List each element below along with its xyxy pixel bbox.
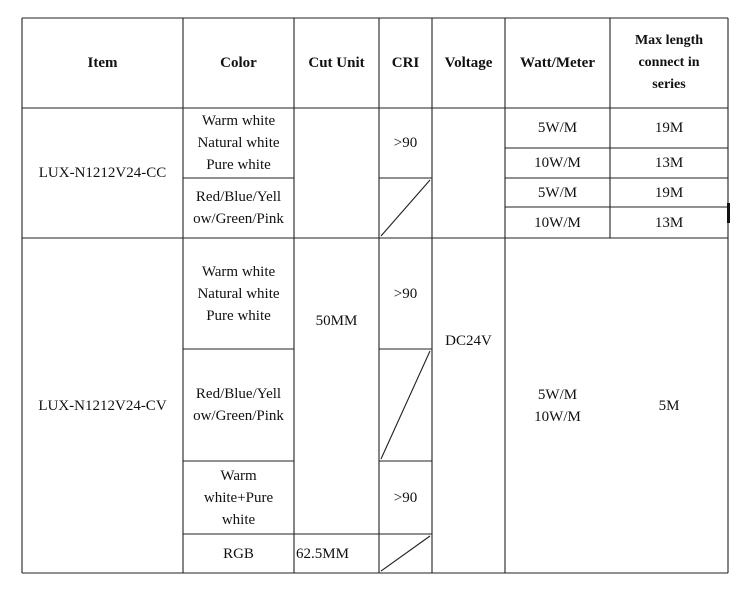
color-line: Warm white [201, 263, 276, 280]
header-item [22, 18, 183, 108]
cri-cv-white [379, 238, 432, 349]
header-watt-meter-label: Watt/Meter [520, 55, 595, 71]
watt-value: 5W/M [537, 184, 578, 201]
header-cut-unit-label: Cut Unit [308, 55, 365, 71]
length-value: 13M [654, 214, 684, 231]
color-cc-rgbycp [183, 178, 294, 238]
voltage-value: DC24V [445, 332, 492, 349]
watt-value: 5W/M [537, 386, 578, 403]
watt-cc-4 [505, 207, 610, 238]
cut-unit-value: 50MM [315, 313, 358, 329]
header-max-length-line1: Max length [634, 33, 704, 48]
color-line: Natural white [197, 285, 280, 302]
item-cc-label: LUX-N1212V24-CC [38, 165, 167, 181]
header-color [183, 18, 294, 108]
cri-value: >90 [393, 285, 418, 302]
color-line: Red/Blue/Yell [195, 386, 282, 402]
watt-value: 5W/M [537, 120, 578, 136]
header-item-label: Item [87, 55, 118, 71]
header-voltage-label: Voltage [444, 55, 493, 71]
watt-value: 10W/M [534, 214, 581, 231]
watt-cc-1 [505, 108, 610, 148]
color-line: Warm white [201, 113, 276, 129]
cri-na-slash-rgb [381, 536, 430, 571]
cri-na-slash-cv [381, 351, 430, 459]
color-line: white+Pure [203, 489, 274, 506]
color-line: Pure white [206, 157, 271, 173]
header-cri [379, 18, 432, 108]
item-cv-label: LUX-N1212V24-CV [38, 397, 167, 414]
len-cv [610, 238, 728, 573]
color-cv-white [183, 238, 294, 349]
cri-na-slash-cc [381, 180, 430, 236]
header-watt-meter [505, 18, 610, 108]
item-cv [22, 238, 183, 573]
color-line: white [221, 511, 256, 528]
color-line: ow/Green/Pink [193, 408, 284, 424]
header-max-length-line3: series [652, 77, 686, 92]
header-voltage [432, 18, 505, 108]
color-line: RGB [223, 545, 254, 562]
color-line: Natural white [197, 135, 280, 151]
watt-cc-2 [505, 148, 610, 178]
watt-value: 10W/M [534, 155, 581, 171]
color-line: Pure white [206, 307, 271, 324]
cut-unit-value: 62.5MM [296, 545, 349, 562]
len-cc-2 [610, 148, 728, 178]
watt-value: 10W/M [534, 408, 581, 425]
length-value: 13M [654, 155, 684, 171]
header-max-length-line2: connect in [638, 55, 700, 70]
cut-unit-50mm [294, 108, 379, 534]
voltage-cell [432, 108, 505, 573]
cri-cc-white [379, 108, 432, 178]
color-cv-rgb [183, 534, 294, 573]
cri-value: >90 [393, 135, 418, 151]
length-value: 5M [658, 397, 680, 414]
watt-cc-3 [505, 178, 610, 207]
len-cc-4 [610, 207, 728, 238]
color-line: Red/Blue/Yell [195, 189, 282, 205]
header-cri-label: CRI [391, 55, 420, 71]
watt-cv [505, 238, 610, 573]
color-cc-white [183, 108, 294, 178]
color-cv-rgbycp [183, 349, 294, 461]
header-max-length [610, 18, 728, 108]
header-color-label: Color [220, 55, 257, 71]
length-value: 19M [654, 184, 684, 201]
color-cv-warm-pure [183, 461, 294, 534]
item-cc [22, 108, 183, 238]
cut-unit-62-5mm [294, 534, 379, 573]
length-value: 19M [654, 120, 684, 136]
cri-cv-warm-pure [379, 461, 432, 534]
color-line: Warm [220, 467, 257, 484]
cri-value: >90 [393, 489, 418, 506]
header-cut-unit [294, 18, 379, 108]
color-line: ow/Green/Pink [193, 211, 284, 227]
len-cc-1 [610, 108, 728, 148]
len-cc-3 [610, 178, 728, 207]
